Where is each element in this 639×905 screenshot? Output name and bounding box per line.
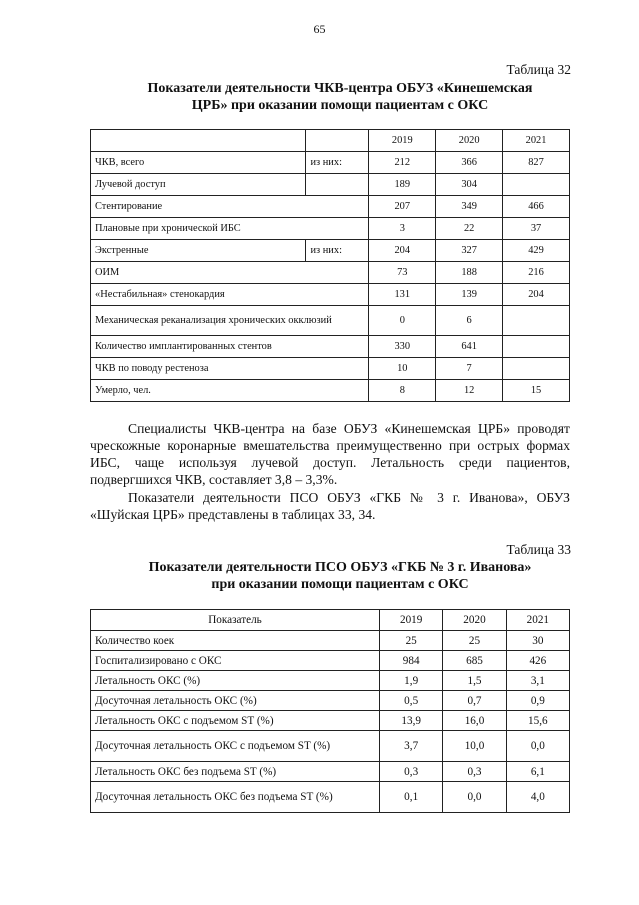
table33-row-label: Досуточная летальность ОКС (%) <box>91 691 380 711</box>
table32-row-label: Лучевой доступ <box>91 174 306 196</box>
table33-cell: 0,1 <box>380 782 443 813</box>
table32-cell: 3 <box>369 218 436 240</box>
table32-header-year: 2021 <box>503 130 570 152</box>
table32-row-note: из них: <box>306 240 369 262</box>
table32-row <box>91 306 570 336</box>
table33-row-label: Летальность ОКС без подъема ST (%) <box>91 762 380 782</box>
table33-row-label: Досуточная летальность ОКС без подъема ST (%) <box>91 782 380 813</box>
table33-row <box>91 671 570 691</box>
table33 <box>90 609 570 813</box>
table32-title-line1: Показатели деятельности ЧКВ-центра ОБУЗ «Кинешемская <box>147 81 533 96</box>
table33-cell: 3,1 <box>506 671 569 691</box>
table32-cell: 429 <box>503 240 570 262</box>
table32-cell <box>503 174 570 196</box>
table33-cell: 13,9 <box>380 711 443 731</box>
paragraph-2: Показатели деятельности ПСО ОБУЗ «ГКБ № 3 г. Иванова», ОБУЗ «Шуйская ЦРБ» представлены в таблицах 33, 34. <box>90 490 570 522</box>
table33-row <box>91 711 570 731</box>
table32-row-note: из них: <box>306 152 369 174</box>
table32-cell: 8 <box>369 380 436 402</box>
table32-cell: 466 <box>503 196 570 218</box>
table32-row <box>91 196 570 218</box>
table33-cell: 0,7 <box>443 691 506 711</box>
table32-cell: 207 <box>369 196 436 218</box>
table32-row <box>91 380 570 402</box>
table33-cell: 3,7 <box>380 731 443 762</box>
table32-cell: 212 <box>369 152 436 174</box>
table32-row <box>91 218 570 240</box>
table33-row-label: Количество коек <box>91 631 380 651</box>
table33-header-label: Показатель <box>91 610 380 631</box>
table32-cell: 188 <box>436 262 503 284</box>
table32-row-label: Плановые при хронической ИБС <box>91 218 369 240</box>
table33-cell: 0,3 <box>380 762 443 782</box>
table33-cell: 25 <box>443 631 506 651</box>
table33-row-label: Летальность ОКС (%) <box>91 671 380 691</box>
table33-cell: 426 <box>506 651 569 671</box>
table33-row <box>91 651 570 671</box>
table33-title-line1: Показатели деятельности ПСО ОБУЗ «ГКБ № 3 г. Иванова» <box>148 560 532 575</box>
table32-header-year: 2019 <box>369 130 436 152</box>
table33-header-year: 2021 <box>506 610 569 631</box>
table32-row <box>91 240 570 262</box>
table32-cell: 330 <box>369 336 436 358</box>
table32-cell: 349 <box>436 196 503 218</box>
table33-cell: 0,0 <box>443 782 506 813</box>
table33-row-label: Досуточная летальность ОКС с подъемом ST (%) <box>91 731 380 762</box>
table32-header-year: 2020 <box>436 130 503 152</box>
table32-cell: 0 <box>369 306 436 336</box>
table32-title-line2: ЦРБ» при оказании помощи пациентам с ОКС <box>191 98 489 113</box>
table33-cell: 685 <box>443 651 506 671</box>
table32-cell: 7 <box>436 358 503 380</box>
table32-row <box>91 174 570 196</box>
table32-row-label: Количество имплантированных стентов <box>91 336 369 358</box>
table32-title <box>90 80 590 114</box>
paragraph-1: Специалисты ЧКВ-центра на базе ОБУЗ «Кинешемская ЦРБ» проводят чрескожные коронарные вмешательства преимущественно при острых формах ИБС, чаще используя лучевой доступ. Летальность среди пациентов, подвергшихся ЧКВ, составляет 3,8 – 3,3%. <box>90 421 570 487</box>
table32-cell: 204 <box>369 240 436 262</box>
table32-cell: 827 <box>503 152 570 174</box>
table32-cell: 216 <box>503 262 570 284</box>
table33-row <box>91 691 570 711</box>
table33-cell: 10,0 <box>443 731 506 762</box>
table32-cell: 131 <box>369 284 436 306</box>
table33-cell: 25 <box>380 631 443 651</box>
table33-row <box>91 762 570 782</box>
table32-cell: 304 <box>436 174 503 196</box>
table33-row <box>91 782 570 813</box>
table32-header-row <box>91 130 570 152</box>
table32-cell: 139 <box>436 284 503 306</box>
table32-row <box>91 152 570 174</box>
table33-header-row <box>91 610 570 631</box>
table33-cell: 0,3 <box>443 762 506 782</box>
table32-cell <box>503 336 570 358</box>
table32-row-label: Умерло, чел. <box>91 380 369 402</box>
table33-cell: 30 <box>506 631 569 651</box>
table33-cell: 984 <box>380 651 443 671</box>
table32-cell: 327 <box>436 240 503 262</box>
table33-cell: 1,5 <box>443 671 506 691</box>
table32-cell: 73 <box>369 262 436 284</box>
table32-row <box>91 262 570 284</box>
table32-cell: 12 <box>436 380 503 402</box>
table33-cell: 0,9 <box>506 691 569 711</box>
table33-row <box>91 631 570 651</box>
table32-caption: Таблица 32 <box>506 62 571 77</box>
page-number: 65 <box>313 22 326 36</box>
table32-cell: 15 <box>503 380 570 402</box>
table33-cell: 4,0 <box>506 782 569 813</box>
table33-cell: 15,6 <box>506 711 569 731</box>
table32-row-label: ЧКВ по поводу рестеноза <box>91 358 369 380</box>
table32-header-label <box>91 130 306 152</box>
table33-cell: 0,0 <box>506 731 569 762</box>
table33-caption: Таблица 33 <box>506 542 571 557</box>
table33-header-year: 2019 <box>380 610 443 631</box>
table32-row <box>91 336 570 358</box>
table32-row-label: ЧКВ, всего <box>91 152 306 174</box>
table32 <box>90 129 570 402</box>
table32-cell <box>503 358 570 380</box>
table32-cell <box>503 306 570 336</box>
table32-header-note <box>306 130 369 152</box>
table33-header-year: 2020 <box>443 610 506 631</box>
table33-title-line2: при оказании помощи пациентам с ОКС <box>211 577 469 592</box>
table32-cell: 6 <box>436 306 503 336</box>
table33-title <box>90 559 590 593</box>
table32-cell: 22 <box>436 218 503 240</box>
table32-row-label: «Нестабильная» стенокардия <box>91 284 369 306</box>
table32-row <box>91 284 570 306</box>
table33-row <box>91 731 570 762</box>
table32-row-label: Экстренные <box>91 240 306 262</box>
table32-cell: 641 <box>436 336 503 358</box>
table33-cell: 0,5 <box>380 691 443 711</box>
table32-cell: 37 <box>503 218 570 240</box>
table32-cell: 189 <box>369 174 436 196</box>
table32-row-note <box>306 174 369 196</box>
table32-row <box>91 358 570 380</box>
table33-cell: 16,0 <box>443 711 506 731</box>
table33-row-label: Летальность ОКС с подъемом ST (%) <box>91 711 380 731</box>
table33-row-label: Госпитализировано с ОКС <box>91 651 380 671</box>
table33-cell: 1,9 <box>380 671 443 691</box>
table32-cell: 10 <box>369 358 436 380</box>
table32-cell: 366 <box>436 152 503 174</box>
table33-cell: 6,1 <box>506 762 569 782</box>
table32-row-label: ОИМ <box>91 262 369 284</box>
table32-row-label: Механическая реканализация хронических окклюзий <box>91 306 369 336</box>
table32-cell: 204 <box>503 284 570 306</box>
table32-row-label: Стентирование <box>91 196 369 218</box>
